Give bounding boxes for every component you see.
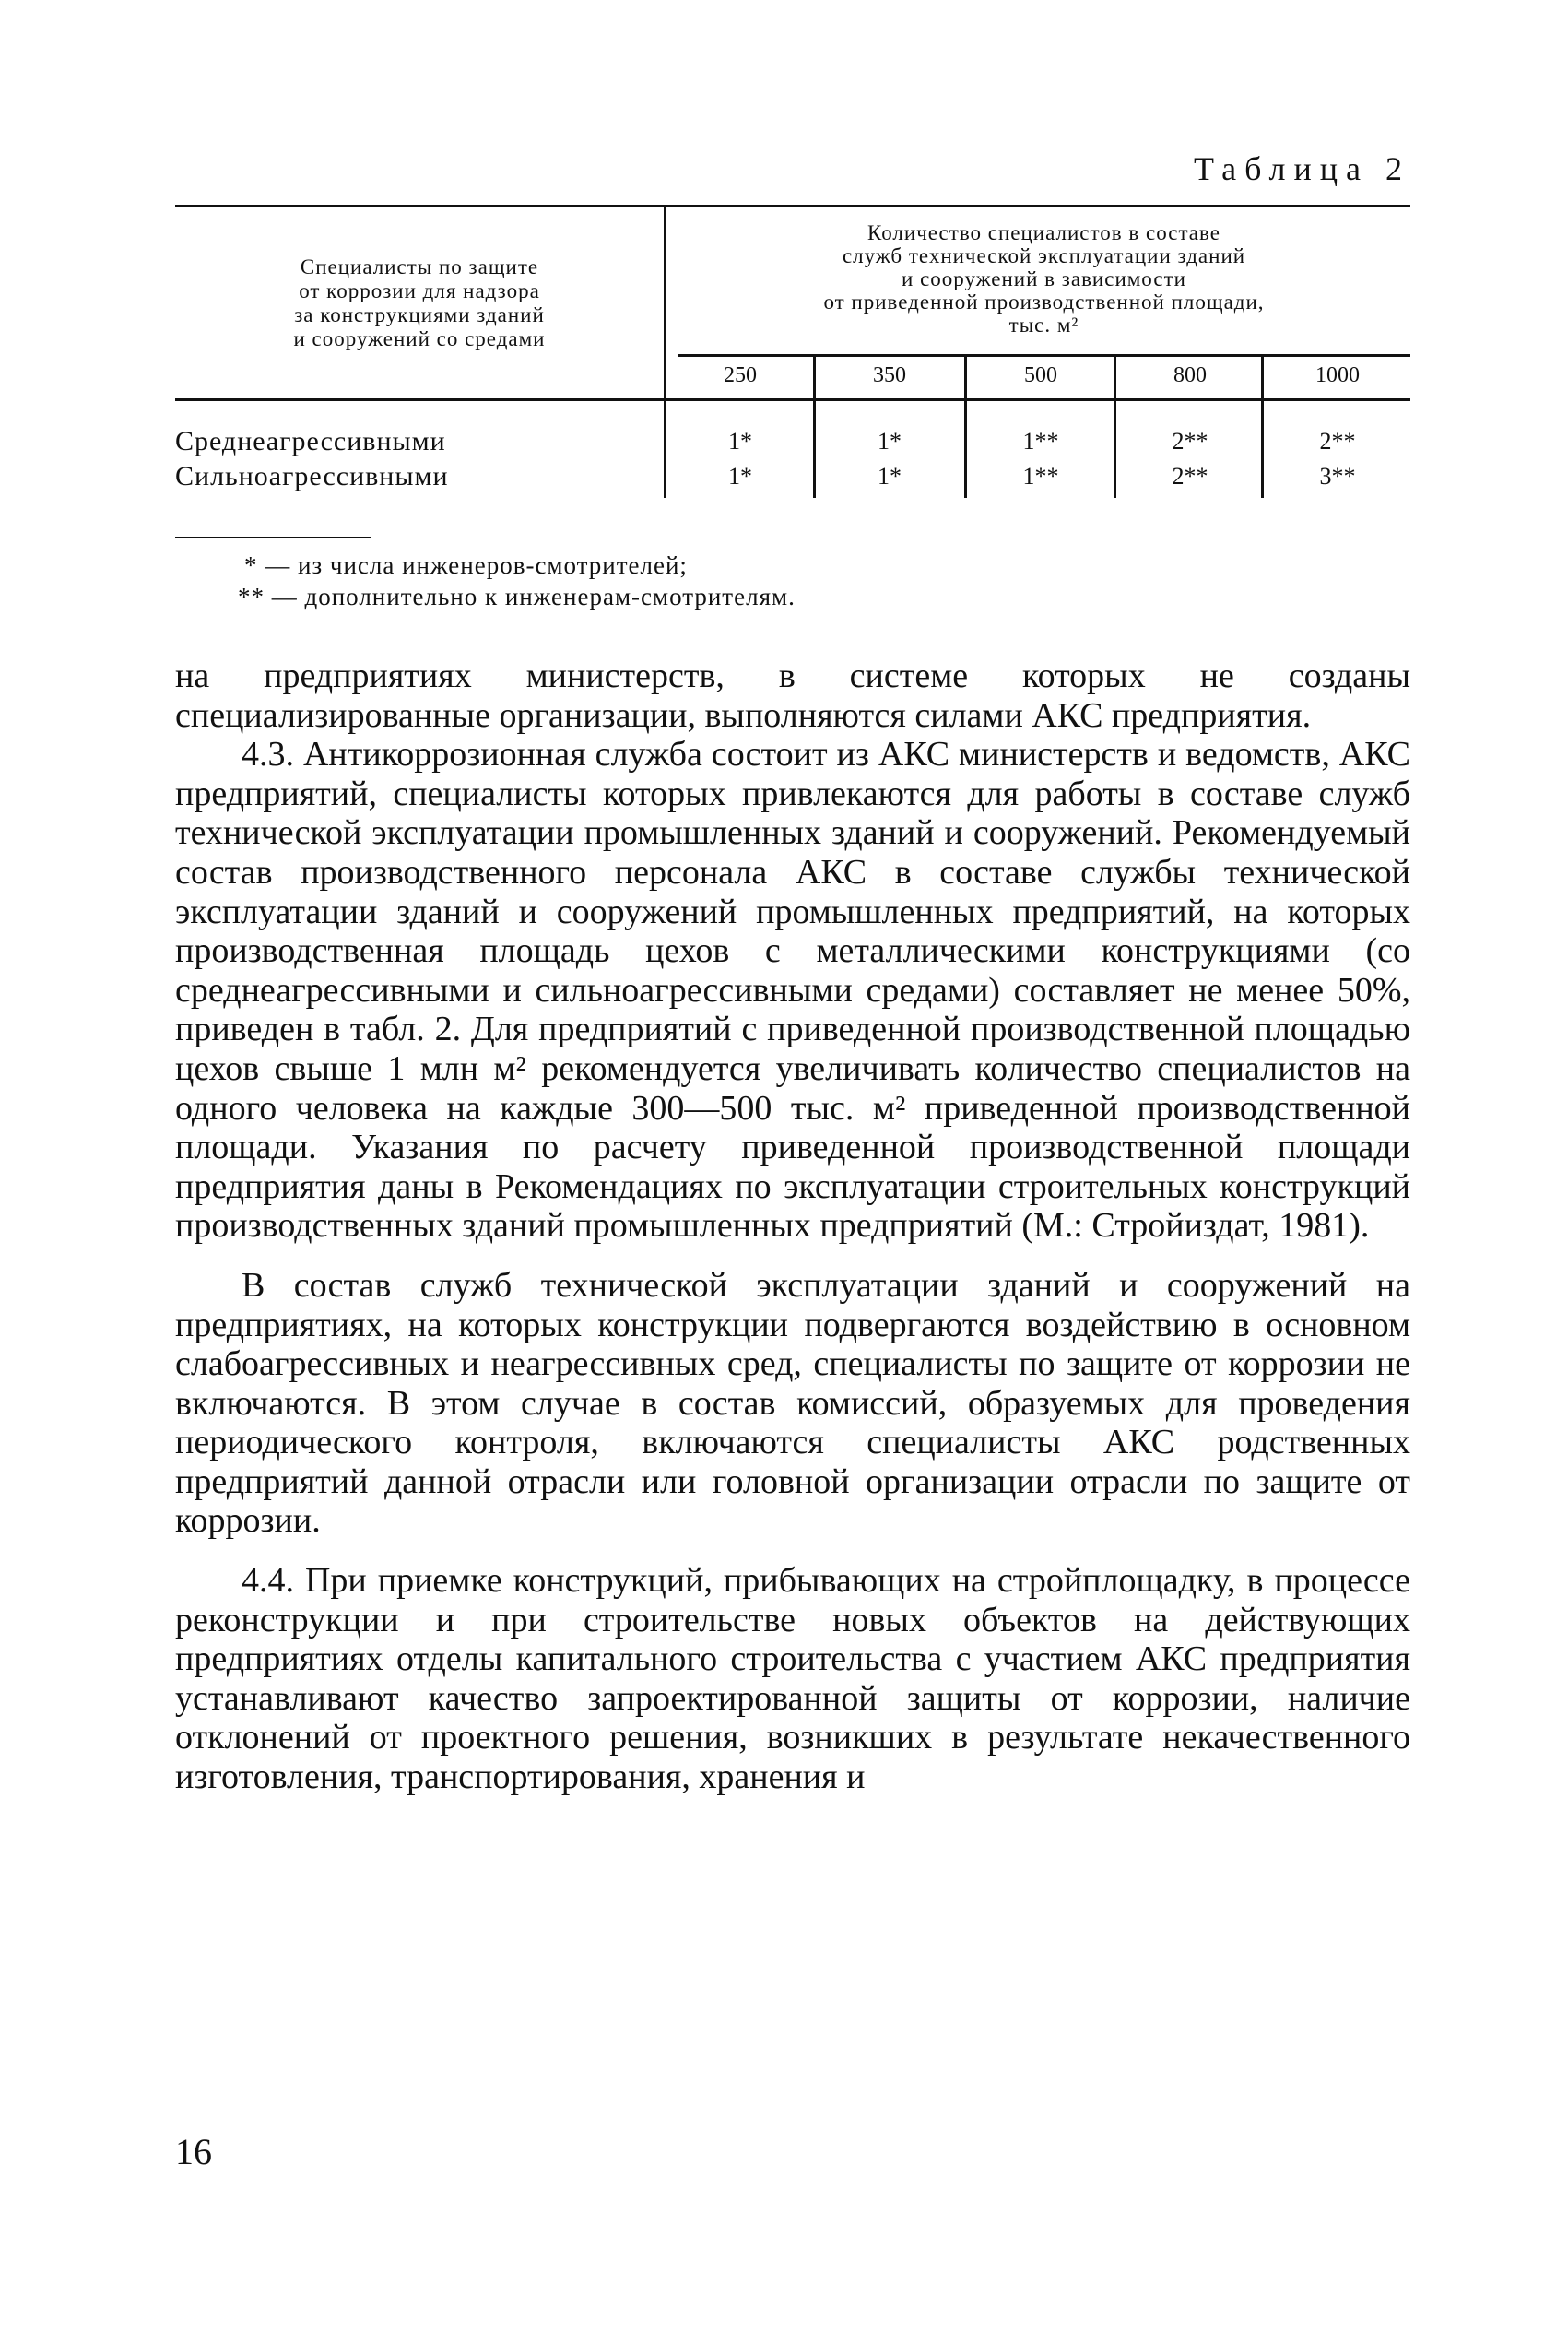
- column-header: 1000: [1315, 363, 1360, 387]
- footnote-rule: [175, 537, 371, 538]
- table-cell: 1**: [1022, 463, 1059, 490]
- row-header-line: Специалисты по защите: [300, 255, 539, 278]
- row-header-cell: [175, 255, 664, 351]
- body-text: [175, 657, 1410, 1797]
- subheader-rule: [678, 354, 1410, 357]
- table-cell: 2**: [1172, 463, 1208, 490]
- group-header-line: от приведенной производственной площади,: [823, 290, 1265, 314]
- paragraph: 4.4. При приемке конструкций, прибывающих на стройплощадку, в процессе реконструкции и при строительстве новых объектов на действующих предприятиях отделы капитального строительства с участием АКС предприятия устанавливают качество запроектированной защиты от коррозии, наличие отклонений от проектного решения, возникших в результате некачественного изготовления, транспортирования, хранения и: [175, 1561, 1410, 1797]
- row-header-line: за конструкциями зданий: [294, 303, 545, 326]
- group-header-line: и сооружений в зависимости: [902, 267, 1186, 290]
- column-header: 350: [873, 363, 906, 387]
- column-header: 250: [724, 363, 757, 387]
- footnote: * — из числа инженеров-смотрителей;: [244, 551, 688, 579]
- row-label: Сильноагрессивными: [175, 461, 449, 491]
- column-header: 800: [1173, 363, 1207, 387]
- table-cell: 1*: [878, 463, 902, 490]
- paragraph: 4.3. Антикоррозионная служба состоит из АКС министерств и ведомств, АКС предприятий, специалисты которых привлекаются для работы в составе служб технической эксплуатации промышленных зданий и сооружений. Рекомендуемый состав производственного персонала АКС в составе службы технической эксплуатации зданий и сооружений промышленных предприятий, на которых производственная площадь цехов с металлическими конструкциями (со среднеагрессивными и сильноагрессивными средами) составляет не менее 50%, приведен в табл. 2. Для предприятий с приведенной производственной площадью цехов свыше 1 млн м² рекомендуется увеличивать количество специалистов на одного человека на каждые 300—500 тыс. м² приведенной производственной площади. Указания по расчету приведенной производственной площади предприятия даны в Рекомендациях по эксплуатации строительных конструкций производственных зданий промышленных предприятий (М.: Стройиздат, 1981).: [175, 735, 1410, 1246]
- table-cell: 1*: [878, 428, 902, 455]
- row-header-line: от коррозии для надзора: [299, 279, 540, 302]
- header-bottom-rule: [175, 398, 1410, 401]
- row-label: Среднеагрессивными: [175, 426, 446, 456]
- column-header: 500: [1024, 363, 1057, 387]
- group-header-line: тыс. м²: [1008, 314, 1079, 337]
- group-header-line: служб технической эксплуатации зданий: [842, 244, 1246, 267]
- page-number: 16: [175, 2131, 212, 2172]
- paragraph: В состав служб технической эксплуатации зданий и сооружений на предприятиях, на которых конструкции подвергаются воздействию в основном слабоагрессивных и неагрессивных сред, специалисты по защите от коррозии не включаются. В этом случае в состав комиссий, образуемых для проведения периодического контроля, включаются специалисты АКС родственных предприятий данной отрасли или головной организации отрасли по защите от коррозии.: [175, 1265, 1410, 1541]
- table-cell: 2**: [1172, 428, 1208, 455]
- group-header-cell: [678, 221, 1410, 337]
- table-cell: 2**: [1319, 428, 1356, 455]
- table-top-rule: [175, 205, 1410, 207]
- paragraph: на предприятиях министерств, в системе которых не созданы специализированные организации, выполняются силами АКС предприятия.: [175, 657, 1410, 735]
- specialists-table: [175, 205, 1410, 500]
- table-cell: 3**: [1319, 463, 1356, 490]
- table-cell: 1*: [728, 428, 752, 455]
- group-header-line: Количество специалистов в составе: [867, 221, 1220, 244]
- table-caption: Таблица 2: [1194, 150, 1410, 187]
- table-cell: 1*: [728, 463, 752, 490]
- table-cell: 1**: [1022, 428, 1059, 455]
- footnote: ** — дополнительно к инженерам-смотрителям.: [238, 583, 796, 610]
- row-header-line: и сооружений со средами: [293, 327, 546, 350]
